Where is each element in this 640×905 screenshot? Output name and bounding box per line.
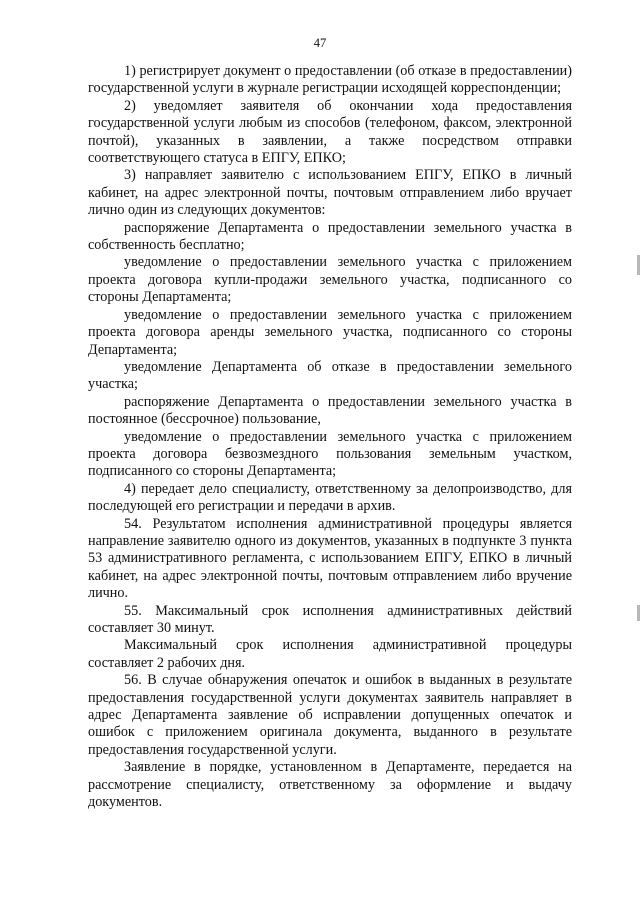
paragraph-application-review: Заявление в порядке, установленном в Департаменте, передается на рассмотрение специалисту, ответственному за оформление и выдачу документов.: [88, 759, 572, 811]
paragraph-section-54: 54. Результатом исполнения административной процедуры является направление заявителю одного из документов, указанных в подпункте 3 пункта 53 административного регламента, с использованием ЕПГУ, ЕПКО в личный кабинет, на адрес электронной почты, почтовым отправлением либо вручение лично.: [88, 515, 572, 602]
paragraph-ownership-order: распоряжение Департамента о предоставлении земельного участка в собственность бесплатно;: [88, 219, 572, 254]
paragraph-item-1: 1) регистрирует документ о предоставлении (об отказе в предоставлении) государственной услуги в журнале регистрации исходящей корреспонденции;: [88, 63, 572, 97]
paragraph-item-4: 4) передает дело специалисту, ответственному за делопроизводство, для последующей его регистрации и передачи в архив.: [88, 480, 572, 515]
paragraph-free-use-contract-notice: уведомление о предоставлении земельного участка с приложением проекта договора безвозмездного пользования земельным участком, подписанного со стороны Департамента;: [88, 428, 572, 480]
page-number: 47: [313, 36, 327, 50]
paragraph-section-56: 56. В случае обнаружения опечаток и ошибок в выданных в результате предоставления государственной услуги документах заявитель направляет в адрес Департамента заявление об исправлении допущенных опечаток и ошибок с приложением оригинала документа, выданного в результате предоставления государственной услуги.: [88, 672, 572, 758]
paragraph-refusal-notice: уведомление Департамента об отказе в предоставлении земельного участка;: [88, 358, 572, 393]
paragraph-section-55: 55. Максимальный срок исполнения административных действий составляет 30 минут.: [88, 602, 572, 636]
paragraph-item-2: 2) уведомляет заявителя об окончании хода предоставления государственной услуги любым из способов (телефоном, факсом, электронной почтой), указанных в заявлении, а также посредством отправки соответствующего статуса в ЕПГУ, ЕПКО;: [88, 97, 572, 167]
document-body: [88, 63, 572, 811]
paragraph-permanent-use-order: распоряжение Департамента о предоставлении земельного участка в постоянное (бессрочное) пользование,: [88, 393, 572, 428]
paragraph-item-3: 3) направляет заявителю с использованием ЕПГУ, ЕПКО в личный кабинет, на адрес электронной почты, почтовым отправлением либо вручает лично один из следующих документов:: [88, 167, 572, 219]
paragraph-procedure-deadline: Максимальный срок исполнения административной процедуры составляет 2 рабочих дня.: [88, 637, 572, 671]
paragraph-lease-contract-notice: уведомление о предоставлении земельного участка с приложением проекта договора аренды земельного участка, подписанного со стороны Департамента;: [88, 306, 572, 358]
paragraph-sale-contract-notice: уведомление о предоставлении земельного участка с приложением проекта договора купли-продажи земельного участка, подписанного со стороны Департамента;: [88, 254, 572, 306]
